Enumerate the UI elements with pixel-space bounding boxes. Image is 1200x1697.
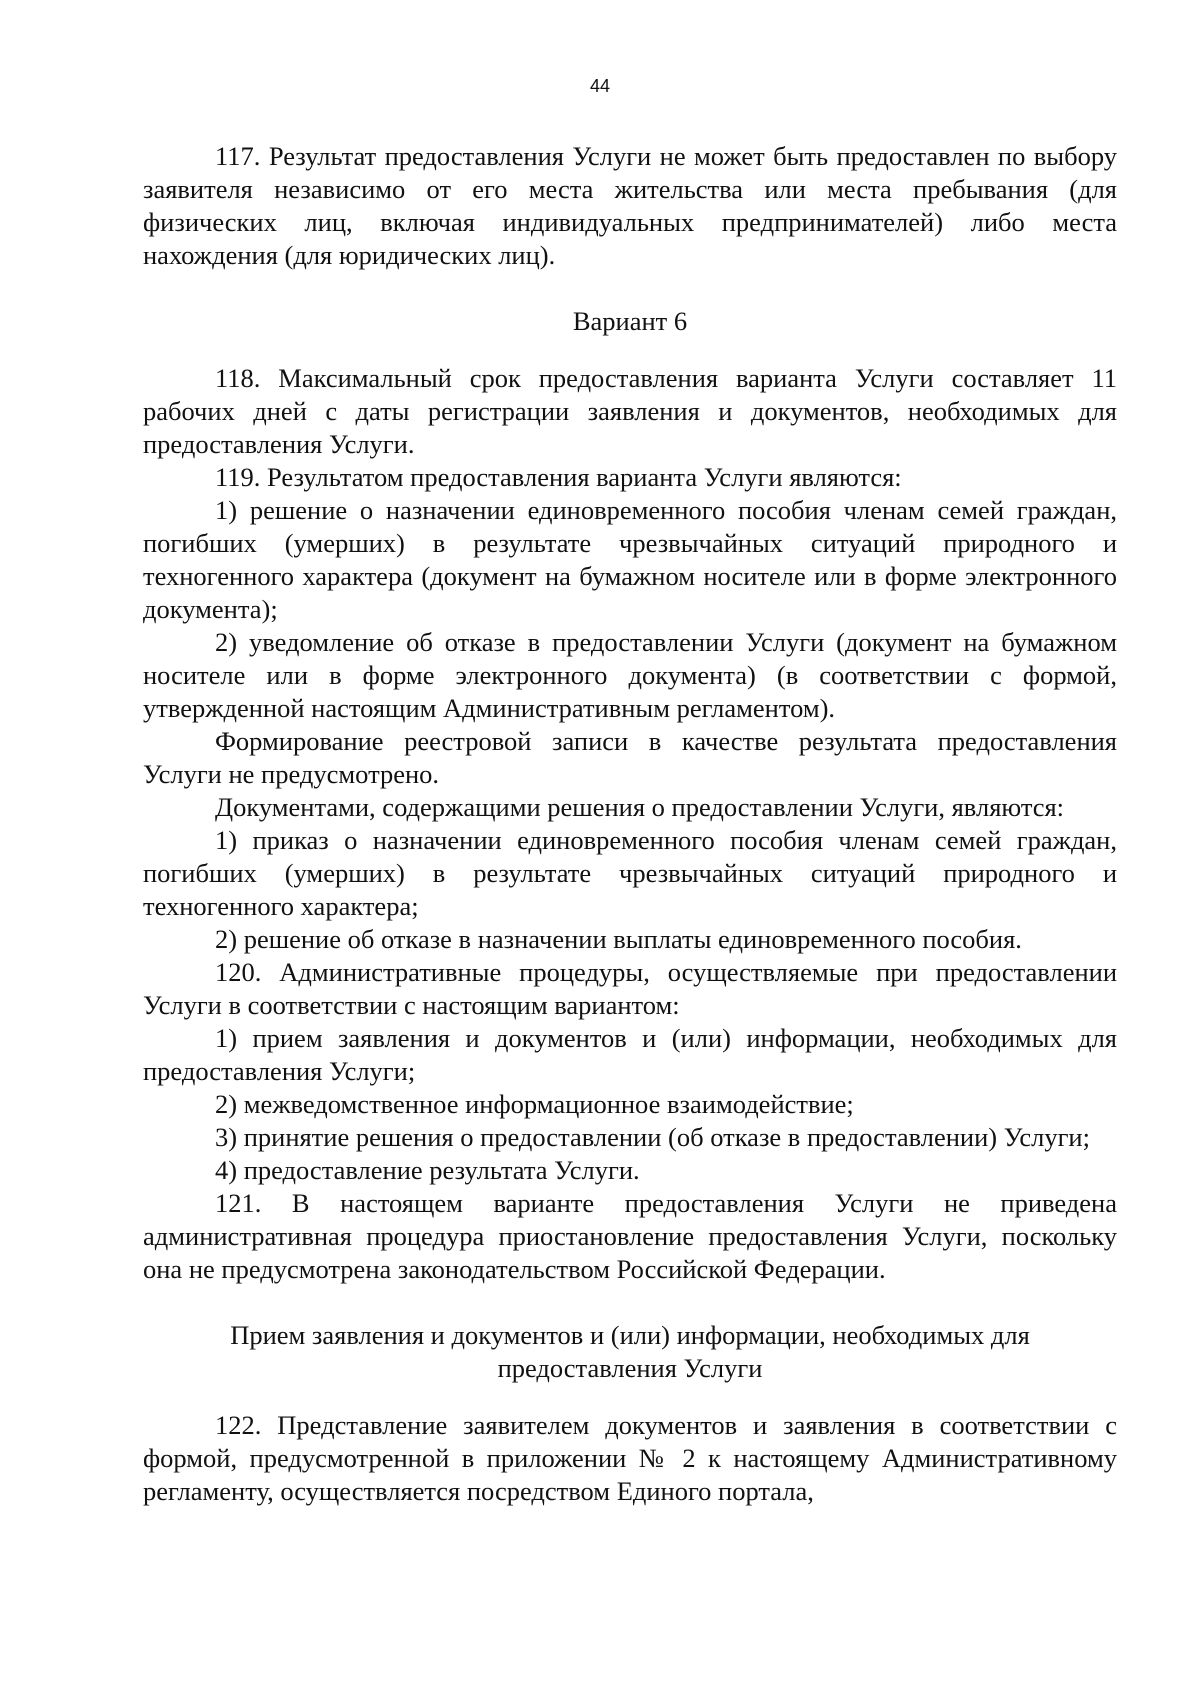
paragraph-117: 117. Результат предоставления Услуги не может быть предоставлен по выбору заявителя независимо от его места жительства или места пребывания (для физических лиц, включая индивидуальных предпринимателей) либо места нахождения (для юридических лиц). [143, 141, 1117, 270]
list-item-documents-2: 2) решение об отказе в назначении выплаты единовременного пособия. [215, 924, 1022, 954]
paragraph-decision-documents: Документами, содержащими решения о предоставлении Услуги, являются: [215, 792, 1065, 822]
list-item-120-1: 1) прием заявления и документов и (или) информации, необходимых для предоставления Услуги; [143, 1023, 1117, 1086]
list-item-119-2: 2) уведомление об отказе в предоставлении Услуги (документ на бумажном носителе или в форме электронного документа) (в соответствии с формой, утвержденной настоящим Административным регламентом). [143, 627, 1117, 723]
document-body [143, 140, 1117, 1508]
section-heading-variant-6: Вариант 6 [572, 306, 688, 336]
list-item-120-4: 4) предоставление результата Услуги. [215, 1155, 640, 1185]
section-heading-application-intake: Прием заявления и документов и (или) информации, необходимых для предоставления Услуги [230, 1320, 1030, 1383]
paragraph-120: 120. Административные процедуры, осуществляемые при предоставлении Услуги в соответствии с настоящим вариантом: [143, 957, 1117, 1020]
list-item-documents-1: 1) приказ о назначении единовременного пособия членам семей граждан, погибших (умерших) в результате чрезвычайных ситуаций природного и техногенного характера; [143, 825, 1117, 921]
paragraph-registry-record: Формирование реестровой записи в качестве результата предоставления Услуги не предусмотрено. [143, 726, 1117, 789]
page-number: 44 [589, 76, 611, 96]
paragraph-122: 122. Представление заявителем документов и заявления в соответствии с формой, предусмотренной в приложении № 2 к настоящему Административному регламенту, осуществляется посредством Единого портала, [143, 1410, 1117, 1506]
list-item-120-2: 2) межведомственное информационное взаимодействие; [215, 1089, 854, 1119]
paragraph-118: 118. Максимальный срок предоставления варианта Услуги составляет 11 рабочих дней с даты регистрации заявления и документов, необходимых для предоставления Услуги. [143, 363, 1117, 459]
paragraph-121: 121. В настоящем варианте предоставления Услуги не приведена административная процедура приостановление предоставления Услуги, поскольку она не предусмотрена законодательством Российской Федерации. [143, 1188, 1117, 1284]
list-item-120-3: 3) принятие решения о предоставлении (об отказе в предоставлении) Услуги; [215, 1122, 1090, 1152]
list-item-119-1: 1) решение о назначении единовременного пособия членам семей граждан, погибших (умерших) в результате чрезвычайных ситуаций природного и техногенного характера (документ на бумажном носителе или в форме электронного документа); [143, 495, 1117, 624]
paragraph-119: 119. Результатом предоставления варианта Услуги являются: [215, 462, 902, 492]
